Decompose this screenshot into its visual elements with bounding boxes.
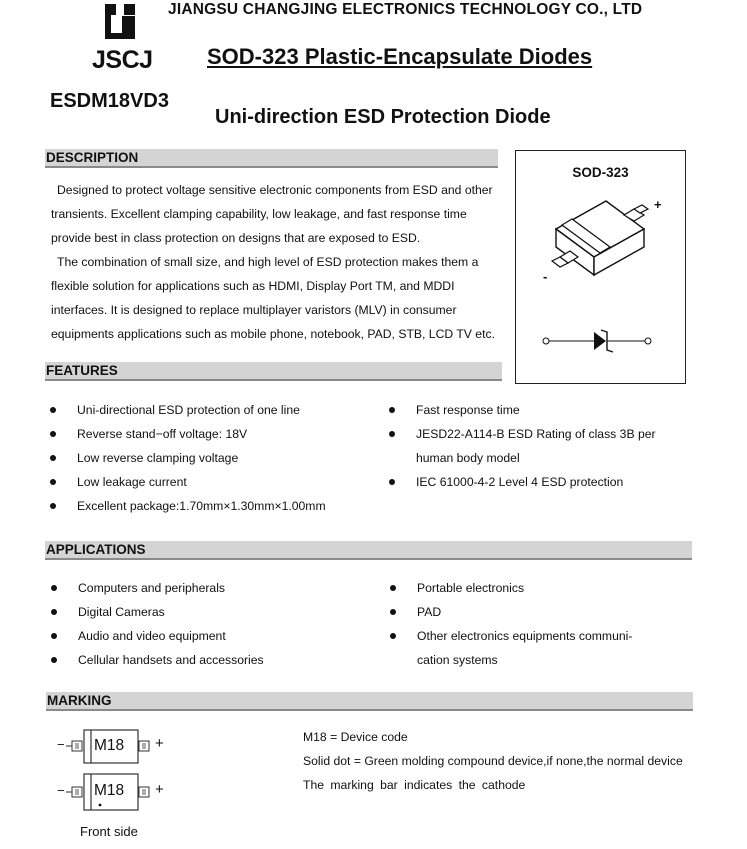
package-minus-label: - — [543, 269, 548, 284]
bullet-icon — [51, 609, 57, 615]
marking-diagram-bottom — [57, 773, 177, 813]
package-outline-box — [515, 150, 686, 384]
bullet-icon — [50, 479, 56, 485]
bullet-icon — [51, 657, 57, 663]
list-item: PAD — [390, 600, 690, 624]
marking-minus-label: − — [57, 737, 65, 752]
list-item: IEC 61000-4-2 Level 4 ESD protection — [389, 470, 699, 494]
list-item: Fast response time — [389, 398, 699, 422]
applications-left-list — [51, 576, 381, 672]
marking-note: M18 = Device code — [303, 730, 408, 744]
front-side-label: Front side — [80, 824, 138, 839]
package-title: SOD-323 — [572, 165, 629, 180]
device-title: Uni-direction ESD Protection Diode — [215, 106, 551, 128]
list-item: Uni-directional ESD protection of one line — [50, 398, 380, 422]
part-number: ESDM18VD3 — [50, 90, 169, 112]
bullet-icon — [50, 455, 56, 461]
features-heading: FEATURES — [45, 362, 502, 381]
bullet-icon — [50, 431, 56, 437]
bullet-icon — [389, 479, 395, 485]
bullet-icon — [50, 407, 56, 413]
company-name: JIANGSU CHANGJING ELECTRONICS TECHNOLOGY CO., LTD — [168, 1, 643, 18]
list-item: Cellular handsets and accessories — [51, 648, 381, 672]
description-line: flexible solution for applications such as HDMI, Display Port TM, and MDDI — [51, 279, 455, 293]
marking-heading: MARKING — [46, 692, 693, 711]
bullet-icon — [51, 633, 57, 639]
description-line: The combination of small size, and high level of ESD protection makes them a — [57, 255, 479, 269]
list-item: Reverse stand−off voltage: 18V — [50, 422, 380, 446]
product-family-title: SOD-323 Plastic-Encapsulate Diodes — [207, 44, 593, 69]
features-right-list — [389, 398, 699, 494]
package-drawing-icon — [516, 151, 685, 383]
bullet-icon — [51, 585, 57, 591]
marking-note: The marking bar indicates the cathode — [303, 778, 526, 792]
bullet-icon — [389, 407, 395, 413]
description-text — [51, 178, 496, 346]
marking-note: Solid dot = Green molding compound device,if none,the normal device — [303, 754, 683, 768]
marking-diagram-top — [57, 727, 177, 767]
list-item: Low reverse clamping voltage — [50, 446, 380, 470]
jscj-logo — [92, 2, 155, 76]
list-item: Portable electronics — [390, 576, 690, 600]
description-line: provide best in class protection on designs that are exposed to ESD. — [51, 231, 421, 245]
description-line: transients. Excellent clamping capability, low leakage, and fast response time — [51, 207, 467, 221]
description-line: Designed to protect voltage sensitive electronic components from ESD and other — [57, 183, 493, 197]
applications-right-list — [390, 576, 690, 672]
list-item: Other electronics equipments communi- cation systems — [390, 624, 690, 672]
features-left-list — [50, 398, 380, 518]
description-line: interfaces. It is designed to replace multiplayer varistors (MLV) in consumer — [51, 303, 457, 317]
applications-heading: APPLICATIONS — [45, 541, 692, 560]
description-line: equipments applications such as mobile phone, notebook, PAD, STB, LCD TV etc. — [51, 327, 495, 341]
bullet-icon — [389, 431, 395, 437]
bullet-icon — [390, 633, 396, 639]
marking-minus-label: − — [57, 783, 65, 798]
list-item: Excellent package:1.70mm×1.30mm×1.00mm — [50, 494, 380, 518]
description-heading: DESCRIPTION — [45, 149, 498, 168]
bullet-icon — [390, 609, 396, 615]
list-item: JESD22-A114-B ESD Rating of class 3B per human body model — [389, 422, 699, 470]
marking-plus-label: + — [155, 735, 164, 752]
marking-plus-label: + — [155, 781, 164, 798]
package-plus-label: + — [654, 197, 662, 212]
list-item: Audio and video equipment — [51, 624, 381, 648]
list-item: Computers and peripherals — [51, 576, 381, 600]
bullet-icon — [50, 503, 56, 509]
marking-code-label: M18 — [94, 782, 125, 799]
list-item: Low leakage current — [50, 470, 380, 494]
bullet-icon — [390, 585, 396, 591]
marking-code-label: M18 — [94, 737, 125, 754]
logo-text: JSCJ — [92, 46, 153, 74]
list-item: Digital Cameras — [51, 600, 381, 624]
